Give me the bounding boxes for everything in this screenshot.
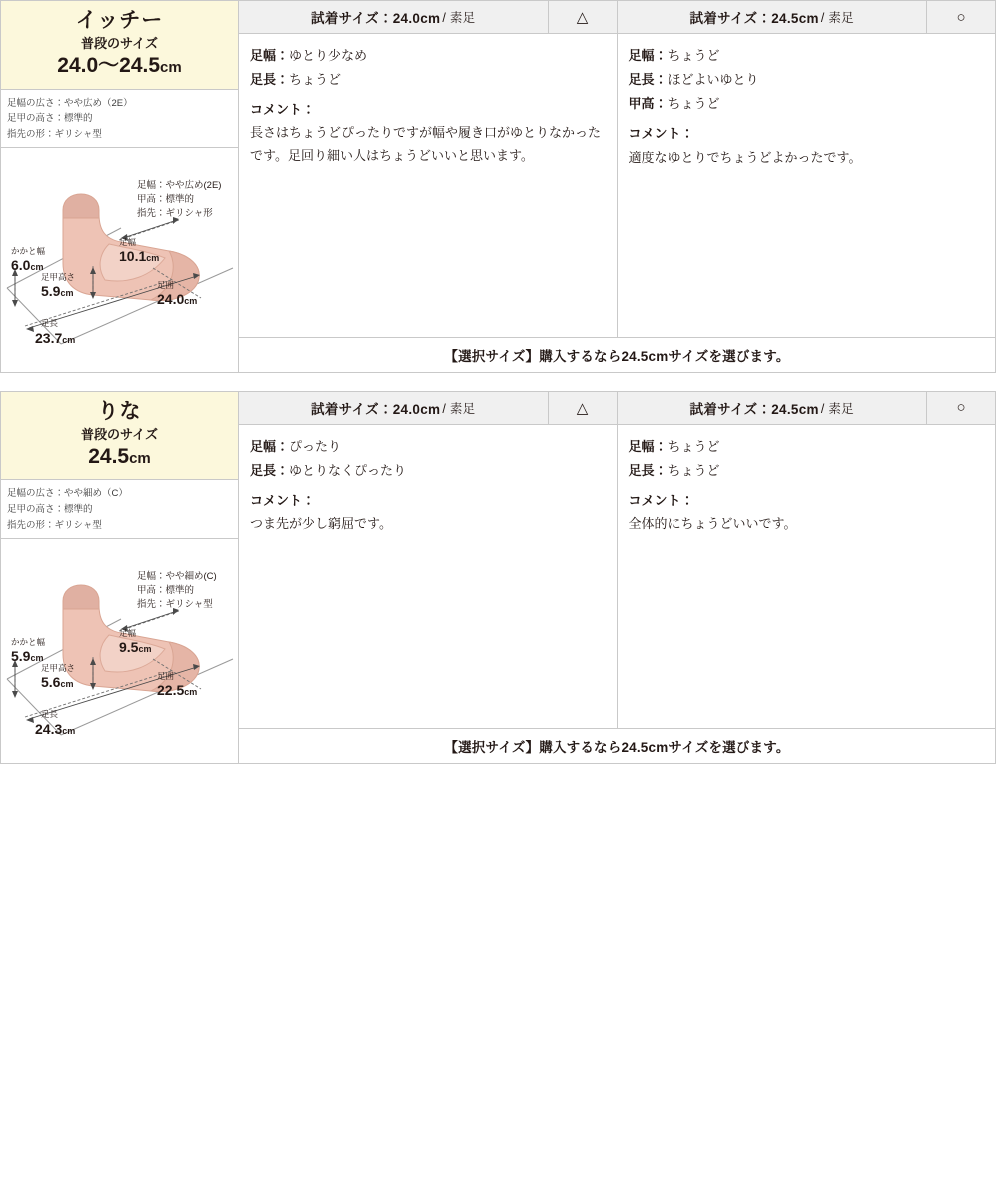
trial-row-width-value: ゆとり少なめ: [289, 48, 368, 63]
attr-toe-shape-label: 指先の形：: [7, 129, 55, 141]
trial-comment-label: コメント：: [250, 102, 316, 118]
trial-column-2: [618, 1, 996, 337]
trial-row-width-label: 足幅：: [628, 438, 668, 454]
figure-girth-label: 足囲: [157, 670, 175, 681]
reviewer-name: イッチー: [75, 9, 164, 32]
attr-foot-width: [7, 96, 232, 112]
trial-columns: [239, 1, 995, 337]
trial-header: [618, 1, 996, 34]
trial-size-label: [239, 1, 548, 33]
trial-row-width: [250, 435, 606, 459]
figure-instep-value: 5.9cm: [41, 282, 74, 299]
trial-size-main: 試着サイズ：24.0cm: [311, 401, 441, 417]
trial-body: [618, 425, 996, 728]
trial-row-length-value: ちょうど: [289, 72, 342, 88]
review-block: [0, 391, 996, 764]
reviewer-profile: [1, 392, 239, 763]
trial-row-width-label: 足幅：: [250, 438, 290, 454]
figure-width-label: 足幅: [119, 627, 137, 638]
trial-row-width-value: ちょうど: [667, 48, 720, 63]
selected-size-row: 【選択サイズ】購入するなら24.5cmサイズを選びます。: [239, 728, 995, 763]
trial-size-sub: / 素足: [820, 401, 854, 416]
figure-girth-value: 24.0cm: [157, 290, 198, 307]
figure-instep-label: 足甲高さ: [41, 662, 76, 673]
figure-heel-width-value: 6.0cm: [11, 256, 44, 273]
attr-toe-shape: [7, 127, 232, 143]
trial-comment-text: 適度なゆとりでちょうどよかったです。: [628, 149, 862, 165]
figure-girth-value: 22.5cm: [157, 681, 198, 698]
figure-length-value: 23.7cm: [35, 329, 76, 346]
trial-size-sub: / 素足: [442, 11, 476, 25]
attr-toe-shape: [7, 518, 232, 534]
attr-instep-height-label: 足甲の高さ：: [7, 504, 65, 516]
trial-rating: △: [548, 392, 617, 424]
trial-row-instep-label: 甲高：: [628, 96, 668, 112]
usual-size-number: 24.0〜24.5: [57, 54, 161, 78]
attr-instep-height: [7, 111, 232, 127]
review-block: [0, 0, 996, 373]
trial-row-width: [629, 44, 985, 68]
reviewer-profile: [1, 1, 239, 372]
figure-width-label: 足幅: [119, 236, 137, 247]
trial-row-length-value: ゆとりなくぴったり: [289, 462, 407, 478]
reviewer-profile-header: [1, 1, 238, 90]
trial-body: [239, 34, 617, 337]
trial-column-1: [239, 1, 618, 337]
trial-size-sub: / 素足: [820, 11, 854, 25]
usual-size-number: 24.5: [88, 445, 130, 469]
trial-size-main: 試着サイズ：24.0cm: [311, 11, 441, 26]
trial-comment-label: コメント：: [628, 126, 694, 142]
trial-row-length: [250, 459, 606, 483]
figure-width-value: 10.1cm: [119, 247, 160, 264]
figure-instep-value: 5.6cm: [41, 673, 74, 690]
attr-instep-height-label: 足甲の高さ：: [7, 113, 65, 125]
trial-row-width: [250, 44, 606, 68]
trial-size-label: [239, 392, 548, 424]
attr-instep-height-value: 標準的: [64, 113, 93, 125]
trial-rating: ○: [926, 392, 995, 424]
usual-size-label: 普段のサイズ: [81, 36, 158, 52]
figure-heel-width-value: 5.9cm: [11, 647, 44, 664]
trial-row-length-label: 足長：: [628, 462, 668, 478]
figure-heel-width-label: かかと幅: [11, 245, 46, 256]
figure-heel-width-label: かかと幅: [11, 636, 46, 647]
trial-size-sub: / 素足: [442, 401, 476, 416]
usual-size-unit: cm: [129, 450, 151, 468]
trial-comment-text: つま先が少し窮屈です。: [250, 516, 392, 532]
figure-girth-label: 足囲: [157, 279, 175, 290]
attr-foot-width-value: やや細め（C）: [64, 488, 128, 500]
foot-measurement-diagram: [1, 539, 238, 763]
attr-instep-height: [7, 502, 232, 518]
trial-size-label: [618, 1, 927, 33]
trial-header: [239, 392, 617, 425]
attr-foot-width-value: やや広め（2E）: [64, 97, 133, 109]
figure-callout-instep: 甲高：標準的: [137, 193, 195, 205]
trial-comment-text: 全体的にちょうどいいです。: [628, 516, 797, 532]
trial-row-instep: [629, 92, 985, 116]
trial-row-length-label: 足長：: [628, 72, 668, 88]
usual-size-value: [5, 53, 234, 79]
trial-rating: ○: [926, 1, 995, 33]
figure-callout-width: 足幅：やや広め(2E): [137, 179, 222, 191]
figure-instep-label: 足甲高さ: [41, 271, 76, 282]
usual-size-unit: cm: [160, 59, 182, 77]
trial-size-label: [618, 392, 927, 424]
trial-row-length-value: ちょうど: [667, 462, 720, 478]
figure-callout-width: 足幅：やや細め(C): [137, 570, 217, 582]
figure-callout-toe: 指先：ギリシャ形: [137, 207, 213, 219]
trial-results: [239, 392, 995, 763]
reviewer-attributes: [1, 480, 238, 538]
trial-row-length-value: ほどよいゆとり: [667, 72, 759, 88]
attr-instep-height-value: 標準的: [64, 504, 93, 516]
trial-row-length: [250, 68, 606, 92]
attr-toe-shape-value: ギリシャ型: [54, 129, 102, 141]
trial-row-length-label: 足長：: [250, 462, 290, 478]
trial-row-width-value: ちょうど: [667, 438, 720, 454]
trial-comment-text: 長さはちょうどぴったりですが幅や履き口がゆとりなかったです。足回り細い人はちょうどいいと思います。: [250, 125, 602, 163]
attr-foot-width-label: 足幅の広さ：: [7, 488, 65, 500]
trial-row-width-label: 足幅：: [250, 48, 290, 63]
figure-length-label: 足長: [41, 708, 59, 719]
trial-row-instep-value: ちょうど: [667, 96, 720, 112]
trial-size-main: 試着サイズ：24.5cm: [689, 401, 819, 417]
reviewer-profile-header: [1, 392, 238, 481]
usual-size-label: 普段のサイズ: [81, 427, 158, 443]
figure-callout-toe: 指先：ギリシャ型: [137, 598, 213, 610]
reviewer-name: りな: [97, 399, 142, 423]
attr-toe-shape-value: ギリシャ型: [54, 519, 102, 531]
trial-comment-label: コメント：: [250, 492, 316, 508]
trial-row-width: [629, 435, 985, 459]
trial-header: [618, 392, 996, 425]
figure-callout-instep: 甲高：標準的: [137, 584, 195, 596]
trial-body: [239, 425, 617, 728]
trial-column-2: [618, 392, 996, 728]
figure-length-label: 足長: [41, 317, 59, 328]
trial-body: [618, 34, 996, 337]
trial-column-1: [239, 392, 618, 728]
attr-foot-width: [7, 486, 232, 502]
trial-row-length-label: 足長：: [250, 72, 290, 88]
usual-size-value: [5, 444, 234, 470]
attr-toe-shape-label: 指先の形：: [7, 519, 55, 531]
trial-row-length: [629, 459, 985, 483]
trial-columns: [239, 392, 995, 728]
trial-results: [239, 1, 995, 372]
trial-size-main: 試着サイズ：24.5cm: [689, 11, 819, 26]
trial-row-length: [629, 68, 985, 92]
trial-row-width-label: 足幅：: [628, 48, 668, 63]
figure-width-value: 9.5cm: [119, 638, 152, 655]
figure-length-value: 24.3cm: [35, 720, 76, 737]
trial-header: [239, 1, 617, 34]
trial-row-width-value: ぴったり: [289, 438, 342, 454]
trial-comment-label: コメント：: [628, 492, 694, 508]
foot-measurement-diagram: [1, 148, 238, 372]
trial-rating: △: [548, 1, 617, 33]
attr-foot-width-label: 足幅の広さ：: [7, 97, 65, 109]
reviewer-attributes: [1, 90, 238, 148]
selected-size-row: 【選択サイズ】購入するなら24.5cmサイズを選びます。: [239, 337, 995, 372]
